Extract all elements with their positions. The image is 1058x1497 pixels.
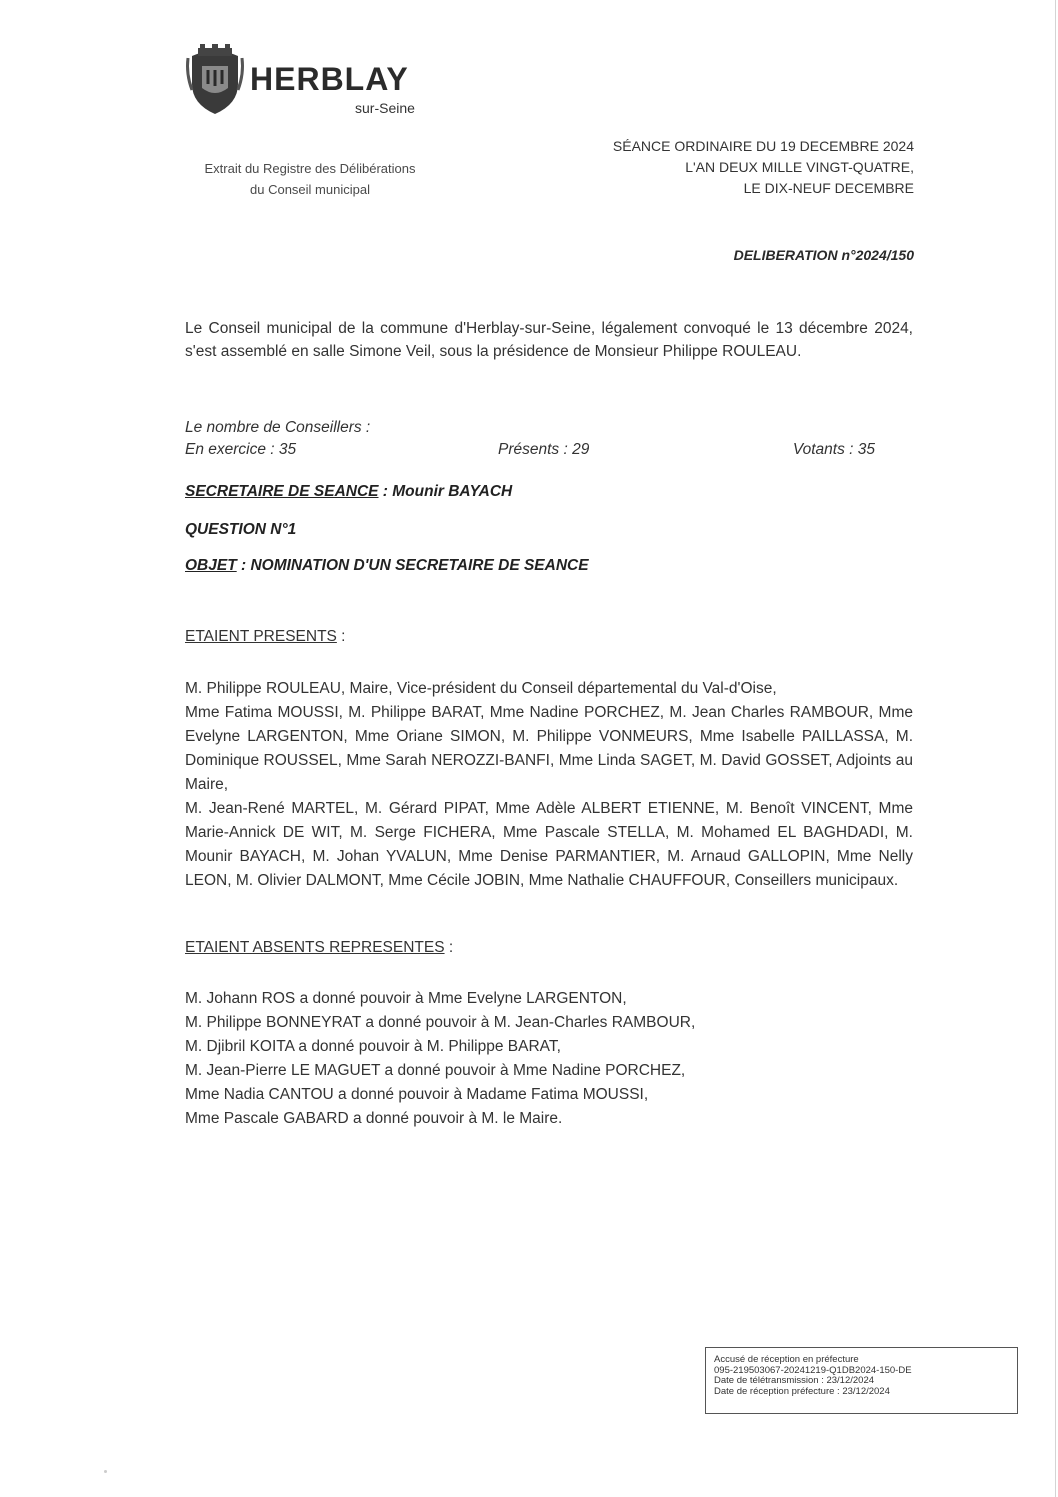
extract-line-1: Extrait du Registre des Délibérations — [204, 161, 416, 176]
count-exercice: En exercice : 35 — [185, 441, 297, 458]
presents-list — [185, 677, 913, 893]
presents-title — [185, 628, 346, 646]
seance-line-1: SÉANCE ORDINAIRE DU 19 DECEMBRE 2024 — [612, 138, 914, 154]
question-number: QUESTION N°1 — [185, 521, 297, 538]
secretaire-label: SECRETAIRE DE SEANCE — [185, 483, 379, 500]
seance-header — [613, 136, 914, 199]
scan-edge-line — [1055, 0, 1056, 1497]
absent-item: Mme Nadia CANTOU a donné pouvoir à Madame Fatima MOUSSI, — [185, 1086, 649, 1103]
absents-title-text: ETAIENT ABSENTS REPRESENTES — [185, 939, 445, 956]
counts-row — [185, 441, 875, 463]
logo-subtitle: sur-Seine — [355, 100, 415, 116]
count-votants: Votants : 35 — [792, 441, 875, 458]
presents-conseillers: M. Jean-René MARTEL, M. Gérard PIPAT, Mme Adèle ALBERT ETIENNE, M. Benoît VINCENT, Mme Marie-Annick DE WIT, M. Serge FICHERA, Mme Pascale STELLA, M. Mohamed EL BAGHDADI, M. Mounir BAYACH, M. Johan YVALUN, Mme Denise PARMANTIER, M. Arnaud GALLOPIN, Mme Nelly LEON, M. Olivier DALMONT, Mme Cécile JOBIN, Mme Nathalie CHAUFFOUR, Conseillers municipaux. — [185, 800, 913, 889]
register-extract — [175, 158, 445, 200]
objet-label: OBJET — [185, 557, 237, 574]
absent-item: M. Jean-Pierre LE MAGUET a donné pouvoir à Mme Nadine PORCHEZ, — [185, 1062, 686, 1079]
absent-item: M. Philippe BONNEYRAT a donné pouvoir à M. Jean-Charles RAMBOUR, — [185, 1014, 696, 1031]
deliberation-number: DELIBERATION n°2024/150 — [733, 247, 914, 263]
stamp-line-1: Accusé de réception en préfecture — [714, 1354, 859, 1365]
secretaire-de-seance — [185, 483, 512, 501]
count-presents: Présents : 29 — [498, 441, 590, 458]
absent-item: M. Djibril KOITA a donné pouvoir à M. Philippe BARAT, — [185, 1038, 561, 1055]
presents-title-text: ETAIENT PRESENTS — [185, 628, 337, 645]
presents-adjoints: Mme Fatima MOUSSI, M. Philippe BARAT, Mme Nadine PORCHEZ, M. Jean Charles RAMBOUR, Mme Evelyne LARGENTON, Mme Oriane SIMON, M. Philippe VONMEURS, Mme Isabelle PAILLASSA, M. Dominique ROUSSEL, Mme Sarah NEROZZI-BANFI, Mme Linda SAGET, M. David GOSSET, Adjoints au Maire, — [185, 704, 913, 793]
objet-value: : NOMINATION D'UN SECRETAIRE DE SEANCE — [236, 557, 589, 574]
stamp-line-3: Date de télétransmission : 23/12/2024 — [714, 1375, 875, 1386]
stamp-line-4: Date de réception préfecture : 23/12/2024 — [714, 1385, 890, 1397]
secretaire-value: : Mounir BAYACH — [378, 483, 513, 500]
logo-name: HERBLAY — [250, 61, 409, 97]
herblay-logo — [184, 44, 434, 124]
prefecture-receipt-stamp — [705, 1347, 1018, 1414]
seance-line-2: L'AN DEUX MILLE VINGT-QUATRE, — [685, 159, 914, 175]
absents-list — [185, 987, 913, 1131]
absents-title-suffix: : — [444, 939, 454, 956]
scan-speck — [104, 1470, 107, 1473]
city-crest-icon — [184, 44, 246, 116]
absents-title — [185, 939, 453, 957]
presents-maire: M. Philippe ROULEAU, Maire, Vice-président du Conseil départemental du Val-d'Oise, — [185, 680, 777, 697]
absent-item: Mme Pascale GABARD a donné pouvoir à M. le Maire. — [185, 1110, 563, 1127]
counts-label: Le nombre de Conseillers : — [185, 419, 371, 436]
seance-line-3: LE DIX-NEUF DECEMBRE — [743, 180, 914, 196]
presents-title-suffix: : — [336, 628, 346, 645]
stamp-line-2: 095-219503067-20241219-Q1DB2024-150-DE — [714, 1364, 912, 1376]
absent-item: M. Johann ROS a donné pouvoir à Mme Evelyne LARGENTON, — [185, 990, 627, 1007]
extract-line-2: du Conseil municipal — [250, 182, 370, 197]
objet — [185, 557, 589, 575]
intro-paragraph: Le Conseil municipal de la commune d'Herblay-sur-Seine, légalement convoqué le 13 décembre 2024, s'est assemblé en salle Simone Veil, sous la présidence de Monsieur Philippe ROULEAU. — [185, 320, 913, 360]
